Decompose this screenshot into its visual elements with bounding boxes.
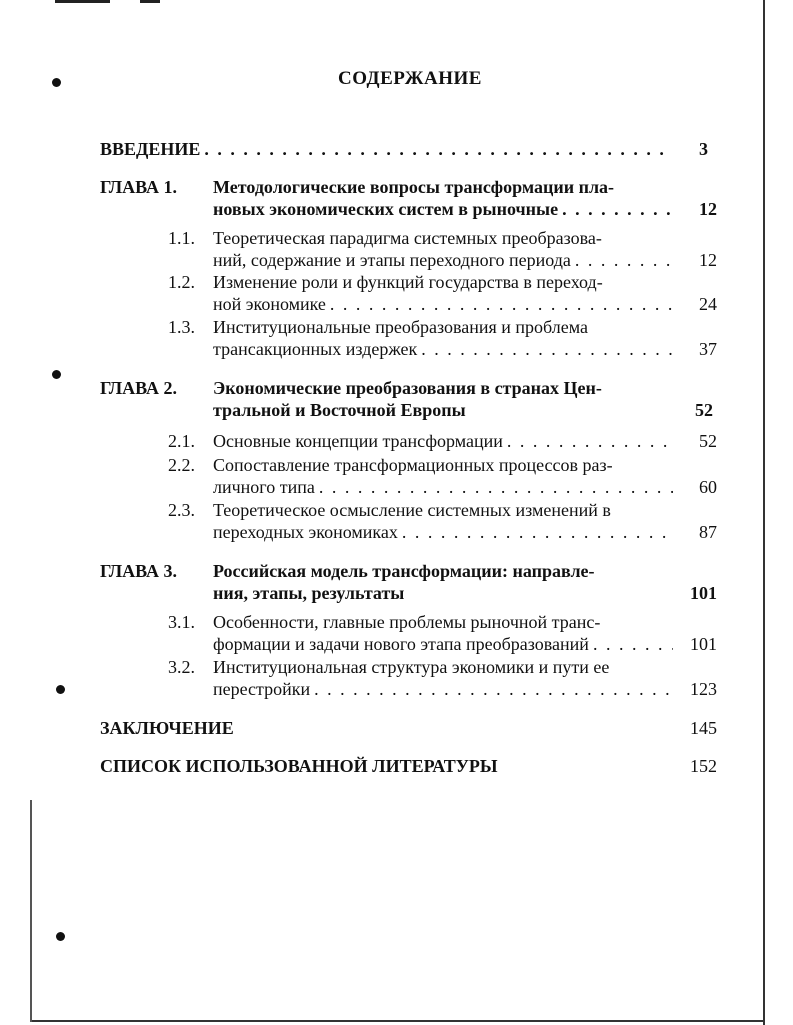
section-title-line: трансакционных издержек [213,339,418,359]
toc-entry-label: ЗАКЛЮЧЕНИЕ [100,718,234,738]
chapter-title-line: новых экономических систем в рыночные [213,199,559,219]
toc-entry-label: СПИСОК ИСПОЛЬЗОВАННОЙ ЛИТЕРАТУРЫ [100,756,498,776]
binder-hole [52,370,61,379]
section-title-line: перестройки [213,679,311,699]
section-title-line: Основные концепции трансформации [213,431,503,451]
section-title-line: Теоретическое осмысление системных изменений в [213,500,611,520]
section-title-line: Институциональные преобразования и проблема [213,317,588,337]
dot-leader [507,430,673,452]
toc-page-number: 52 [695,400,713,420]
chapter-label: ГЛАВА 3. [100,561,178,581]
chapter-title-line: ния, этапы, результаты [213,583,405,603]
section-title-line: Теоретическая парадигма системных преобразова- [213,228,602,248]
section-number: 3.1. [168,612,195,632]
toc-page-number: 3 [699,139,708,159]
chapter-label: ГЛАВА 1. [100,177,178,197]
section-number: 2.2. [168,455,195,475]
toc-page-number: 145 [690,718,717,738]
toc-page-number: 87 [699,522,717,542]
section-number: 1.1. [168,228,195,248]
dot-leader [204,138,672,160]
section-title-line: формации и задачи нового этапа преобразований [213,634,589,654]
dot-leader [402,521,673,543]
dot-leader [314,678,673,700]
toc-page-number: 101 [690,583,717,603]
binder-hole [56,932,65,941]
dot-leader [562,198,673,220]
dot-leader [421,338,673,360]
dot-leader [575,249,673,271]
chapter-title-line: Российская модель трансформации: направле- [213,561,595,581]
page-border-bottom [30,1020,765,1022]
section-title-line: ной экономике [213,294,326,314]
section-title-line: ний, содержание и этапы переходного периода [213,250,571,270]
binder-hole [56,685,65,694]
toc-page-number: 101 [690,634,717,654]
section-title-line: Институциональная структура экономики и пути ее [213,657,610,677]
scan-artifact-top [55,0,110,3]
section-title-line: переходных экономиках [213,522,398,542]
toc-page-number: 37 [699,339,717,359]
page-border-left [30,800,32,1022]
toc-page-number: 60 [699,477,717,497]
section-title-line: Сопоставление трансформационных процессов раз- [213,455,613,475]
dot-leader [593,633,673,655]
section-number: 2.3. [168,500,195,520]
section-number: 3.2. [168,657,195,677]
section-title-line: личного типа [213,477,315,497]
toc-page-number: 123 [690,679,717,699]
chapter-title-line: Экономические преобразования в странах Цен- [213,378,602,398]
chapter-label: ГЛАВА 2. [100,378,178,398]
section-number: 1.3. [168,317,195,337]
page-title: СОДЕРЖАНИЕ [338,68,482,89]
section-title-line: Особенности, главные проблемы рыночной транс- [213,612,601,632]
section-number: 1.2. [168,272,195,292]
chapter-title-line: Методологические вопросы трансформации пла- [213,177,615,197]
toc-page-number: 12 [699,199,717,219]
toc-entry-label: ВВЕДЕНИЕ [100,139,201,159]
section-number: 2.1. [168,431,195,451]
chapter-title-line: тральной и Восточной Европы [213,400,466,420]
scan-artifact-top-2 [140,0,160,3]
dot-leader [330,293,673,315]
toc-page-number: 24 [699,294,717,314]
section-title-line: Изменение роли и функций государства в переход- [213,272,603,292]
dot-leader [319,476,673,498]
page-border-right [763,0,765,1025]
toc-page-number: 152 [690,756,717,776]
toc-page-number: 52 [699,431,717,451]
toc-page-number: 12 [699,250,717,270]
